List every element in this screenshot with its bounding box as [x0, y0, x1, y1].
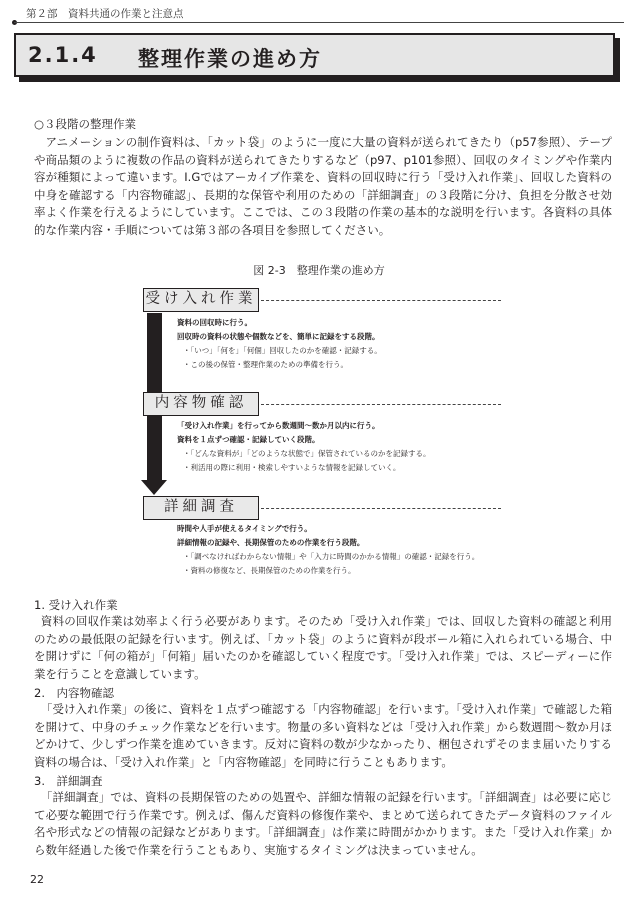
stage-line: ・「どんな資料が」「どのような状態で」保管されているのかを記録する。 [183, 449, 431, 458]
figure-caption: 図 2-3 整理作業の進め方 [253, 264, 385, 277]
stage-divider [261, 300, 501, 301]
stage-line: 資料の回収時に行う。 [177, 318, 252, 327]
stage-label-contents-check: 内容物確認 [143, 392, 259, 416]
stage-line: 回収時の資料の状態や個数などを、簡単に記録をする段階。 [177, 332, 380, 341]
intro-subheading: ○３段階の整理作業 [34, 117, 137, 131]
stage-line: 「受け入れ作業」を行ってから数週間～数か月以内に行う。 [177, 421, 380, 430]
part-label: 第２部 資料共通の作業と注意点 [26, 8, 184, 20]
stage-line: ・資料の修復など、長期保管のための作業を行う。 [183, 566, 356, 575]
stage-divider [261, 404, 501, 405]
stage-description-contents-check [177, 419, 431, 475]
section-heading-detailed-survey: 3. 詳細調査 [34, 774, 103, 788]
stage-divider [261, 508, 501, 509]
stage-line: 資料を１点ずつ確認・記録していく段階。 [177, 435, 320, 444]
section-heading-receiving: 1. 受け入れ作業 [34, 598, 118, 612]
section-title: 整理作業の進め方 [138, 47, 322, 71]
stage-line: ・「いつ」「何を」「何個」回収したのかを確認・記録する。 [183, 346, 382, 355]
section-title-box [14, 33, 615, 77]
section-body-detailed-survey: 「詳細調査」では、資料の長期保管のための処置や、詳細な情報の記録を行います。「詳細調査」は必要に応じて必要な範囲で行う作業です。例えば、傷んだ資料の修復作業や、まとめて送られてきたデータ資料のファイル名や形式などの情報の記録などがあります。「詳細調査」は作業に時間がかかります。また「受け入れ作業」から数年経過した後で作業を行うこともあり、実施するタイミングは決まっていません。 [34, 790, 612, 857]
stage-line: ・この後の保管・整理作業のための準備を行う。 [183, 360, 348, 369]
header-rule [14, 22, 624, 23]
stage-line: 詳細情報の記録や、長期保管のための作業を行う段階。 [177, 538, 365, 547]
stage-line: 時間や人手が使えるタイミングで行う。 [177, 524, 312, 533]
intro-paragraph: アニメーションの制作資料は、「カット袋」のように一度に大量の資料が送られてきたり（p57参照）、テープや商品類のように複数の作品の資料が送られてきたりするなど（p97、p101参照）、回収のタイミングや作業内容が種類によって違います。I.Gではアーカイブ作業を、資料の回収時に行う「受け入れ作業」、回収した資料の中身を確認する「内容物確認」、長期的な保管や利用のための「詳細調査」の３段階に分け、負担を分散させ効率よく作業を行えるようにしています。ここでは、この３段階の作業の基本的な説明を行います。各資料の具体的な作業内容・手順については第３部の各項目を参照してください。 [34, 135, 612, 237]
stage-description-receiving [177, 316, 382, 372]
page-number: 22 [30, 873, 44, 886]
stage-label-detailed-survey: 詳細調査 [143, 496, 259, 520]
stage-line: ・「調べなければわからない情報」や「入力に時間のかかる情報」の確認・記録を行う。 [183, 552, 480, 561]
down-arrow-icon [141, 480, 167, 495]
section-heading-contents-check: 2. 内容物確認 [34, 686, 114, 700]
stage-description-detailed-survey [177, 522, 479, 578]
stage-label-receiving: 受け入れ作業 [143, 288, 259, 312]
section-number: 2.1.4 [28, 43, 98, 67]
section-body-receiving: 資料の回収作業は効率よく行う必要があります。そのため「受け入れ作業」では、回収した資料の確認と利用のための最低限の記録を行います。例えば、「カット袋」のように資料が段ボール箱に入れられている場合、中を開けずに「何の箱が」「何箱」届いたのかを確認していく程度です。「受け入れ作業」では、スピーディーに作業を行うことを意識しています。 [34, 614, 612, 681]
section-body-contents-check: 「受け入れ作業」の後に、資料を１点ずつ確認する「内容物確認」を行います。「受け入れ作業」で確認した箱を開けて、中身のチェック作業などを行います。物量の多い資料などは「受け入れ作業」から数週間～数か月ほどかけて、少しずつ作業を進めていきます。反対に資料の数が少なかったり、梱包されずそのまま届いたりする資料の場合は、「受け入れ作業」と「内容物確認」を同時に行うこともあります。 [34, 702, 612, 769]
stage-line: ・利活用の際に利用・検索しやすいような情報を記録していく。 [183, 463, 401, 472]
